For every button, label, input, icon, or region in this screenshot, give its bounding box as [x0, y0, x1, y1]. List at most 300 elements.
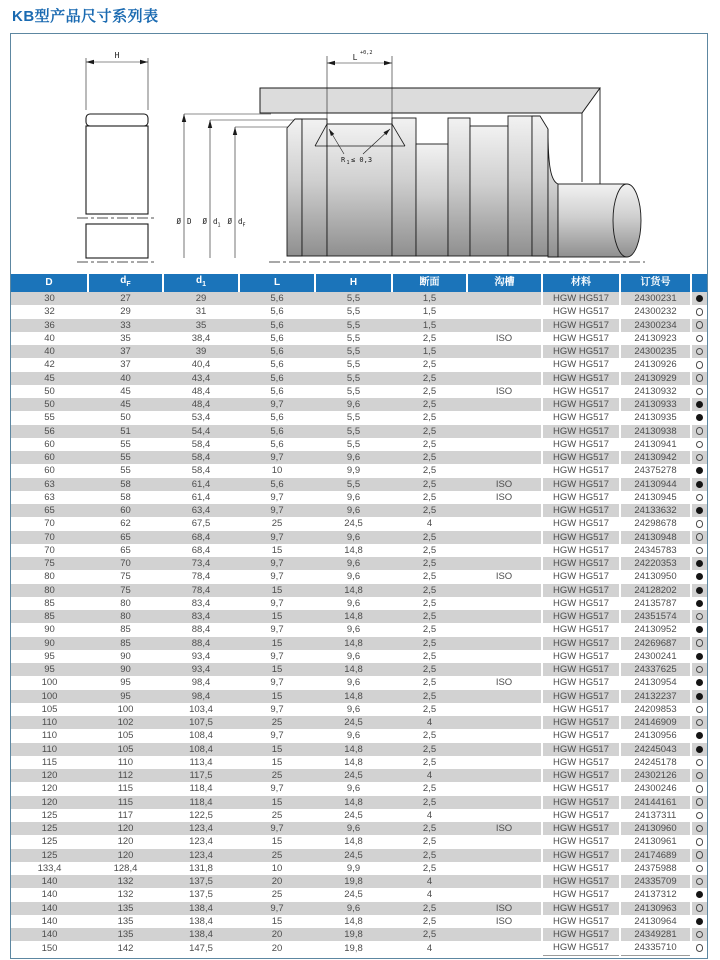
col-section: 2,5 [422, 849, 437, 861]
col-h: 5,5 [346, 319, 361, 331]
col-material: HGW HG517 [542, 782, 620, 795]
col-d: 42 [44, 359, 55, 371]
col-material: HGW HG517 [542, 862, 620, 875]
col-h: 9,6 [346, 703, 361, 715]
dia-df-symbol: Ø [227, 217, 232, 226]
col-section: 2,5 [422, 385, 437, 397]
col-l: 9,7 [270, 571, 284, 583]
shaft [287, 116, 641, 257]
col-section: 4 [426, 889, 433, 901]
col-section: 2,5 [422, 452, 437, 464]
col-df: 27 [120, 293, 131, 305]
l-dim-label: L [352, 53, 358, 62]
stock-open-icon [696, 851, 704, 859]
col-section: 2,5 [422, 597, 437, 609]
col-h: 9,6 [346, 783, 361, 795]
col-d1: 98,4 [191, 690, 211, 702]
col-l: 5,6 [270, 372, 284, 384]
col-l: 5,6 [270, 412, 284, 424]
col-df: 112 [117, 770, 134, 782]
header-col-section: 断面 [392, 274, 467, 292]
col-stock [691, 769, 707, 782]
col-df: 117 [117, 809, 134, 821]
col-h: 14,8 [344, 611, 363, 623]
col-groove: ISO [467, 385, 542, 398]
col-order-no: 24300234 [620, 319, 691, 332]
dia-d-symbol: Ø [176, 217, 181, 226]
col-d: 90 [44, 624, 55, 636]
dia-d-label: D [187, 217, 192, 226]
col-stock [691, 623, 707, 636]
col-order-no: 24209853 [620, 703, 691, 716]
col-groove [467, 372, 542, 385]
col-material: HGW HG517 [542, 835, 620, 848]
col-order-no: 24245178 [620, 756, 691, 769]
col-stock [691, 902, 707, 915]
col-df: 132 [117, 876, 134, 888]
col-l: 5,6 [270, 385, 284, 397]
col-section: 2,5 [422, 756, 437, 768]
col-d1: 48,4 [191, 385, 211, 397]
col-d: 40 [44, 332, 55, 344]
stock-open-icon [696, 547, 704, 555]
col-df: 135 [117, 902, 134, 914]
table-row [11, 425, 707, 438]
stock-open-icon [696, 639, 704, 647]
col-df: 75 [120, 584, 131, 596]
col-stock [691, 676, 707, 689]
table-row [11, 345, 707, 358]
col-section: 2,5 [422, 703, 437, 715]
col-groove [467, 650, 542, 663]
radius-condition: ≤ 0,3 [351, 156, 373, 164]
table-row [11, 703, 707, 716]
stock-open-icon [696, 825, 704, 833]
col-d: 120 [41, 796, 58, 808]
col-order-no: 24300241 [620, 650, 691, 663]
col-order-no: 24337625 [620, 663, 691, 676]
col-stock [691, 438, 707, 451]
col-l: 20 [271, 929, 283, 941]
col-d1: 108,4 [189, 743, 213, 755]
col-section: 2,5 [422, 677, 437, 689]
col-d: 65 [44, 505, 55, 517]
col-h: 14,8 [344, 637, 363, 649]
col-order-no: 24130935 [620, 411, 691, 424]
col-d: 100 [41, 690, 58, 702]
table-row [11, 743, 707, 756]
col-h: 5,5 [346, 412, 361, 424]
col-material: HGW HG517 [542, 332, 620, 345]
col-df: 128,4 [113, 862, 138, 874]
col-groove [467, 690, 542, 703]
col-h: 9,6 [346, 399, 361, 411]
col-order-no: 24351574 [620, 610, 691, 623]
col-groove [467, 716, 542, 729]
col-d: 133,4 [37, 862, 62, 874]
col-d: 110 [41, 743, 58, 755]
stock-open-icon [696, 865, 704, 873]
col-l: 15 [271, 743, 283, 755]
col-df: 120 [117, 836, 134, 848]
table-row [11, 531, 707, 544]
col-d1: 123,4 [189, 836, 213, 848]
col-order-no: 24130956 [620, 729, 691, 742]
col-stock [691, 411, 707, 424]
col-section: 2,5 [422, 531, 437, 543]
col-order-no: 24137311 [620, 809, 691, 822]
col-df: 85 [120, 624, 131, 636]
table-row [11, 676, 707, 689]
col-groove [467, 464, 542, 477]
col-material: HGW HG517 [542, 385, 620, 398]
col-h: 24,5 [344, 770, 363, 782]
col-d1: 83,4 [191, 611, 211, 623]
table-body [11, 292, 707, 955]
col-d1: 29 [195, 293, 207, 305]
dia-d1-sub: 1 [217, 222, 221, 229]
col-section: 2,5 [422, 438, 437, 450]
table-header [11, 274, 707, 292]
table-row [11, 729, 707, 742]
stock-filled-icon [696, 587, 703, 594]
stock-open-icon [696, 759, 704, 767]
col-section: 4 [426, 717, 433, 729]
stock-open-icon [696, 904, 704, 912]
col-d1: 38,4 [191, 332, 211, 344]
stock-open-icon [696, 441, 704, 449]
col-groove [467, 663, 542, 676]
col-df: 105 [117, 730, 134, 742]
col-l: 20 [271, 942, 283, 954]
col-l: 9,7 [270, 452, 284, 464]
col-d1: 39 [195, 346, 207, 358]
stock-open-icon [696, 838, 704, 846]
col-l: 9,7 [270, 531, 284, 543]
table-row [11, 358, 707, 371]
stock-open-icon [696, 388, 704, 396]
radius-sub: 1 [346, 160, 350, 166]
h-dim-label: H [114, 51, 120, 60]
col-stock [691, 372, 707, 385]
col-h: 9,9 [346, 862, 361, 874]
col-d: 50 [44, 385, 55, 397]
col-df: 142 [117, 942, 134, 954]
col-l: 15 [271, 637, 283, 649]
col-df: 120 [117, 849, 134, 861]
col-section: 1,5 [422, 346, 437, 358]
col-stock [691, 796, 707, 809]
col-section: 2,5 [422, 862, 437, 874]
col-material: HGW HG517 [542, 915, 620, 928]
col-l: 15 [271, 611, 283, 623]
table-row [11, 623, 707, 636]
stock-open-icon [696, 308, 704, 316]
col-l: 15 [271, 664, 283, 676]
technical-drawing [11, 34, 707, 274]
col-d: 105 [41, 703, 58, 715]
col-d1: 122,5 [189, 809, 213, 821]
col-df: 37 [120, 359, 131, 371]
col-groove [467, 319, 542, 332]
col-d: 125 [41, 823, 58, 835]
col-material: HGW HG517 [542, 637, 620, 650]
col-d: 80 [44, 571, 55, 583]
col-section: 2,5 [422, 571, 437, 583]
col-stock [691, 690, 707, 703]
col-d1: 98,4 [191, 677, 211, 689]
col-d: 125 [41, 809, 58, 821]
header-col-groove: 沟槽 [467, 274, 542, 292]
col-l: 5,6 [270, 306, 284, 318]
col-groove [467, 835, 542, 848]
col-l: 25 [271, 809, 283, 821]
col-l: 9,7 [270, 902, 284, 914]
col-d1: 88,4 [191, 637, 211, 649]
col-section: 2,5 [422, 796, 437, 808]
col-section: 2,5 [422, 823, 437, 835]
col-l: 5,6 [270, 438, 284, 450]
col-order-no: 24130938 [620, 425, 691, 438]
col-stock [691, 319, 707, 332]
col-h: 9,6 [346, 452, 361, 464]
col-groove [467, 597, 542, 610]
col-d1: 63,4 [191, 505, 211, 517]
table-row [11, 610, 707, 623]
col-h: 9,6 [346, 531, 361, 543]
dia-df-sub: F [242, 222, 246, 229]
col-order-no: 24130960 [620, 822, 691, 835]
col-material: HGW HG517 [542, 809, 620, 822]
table-row [11, 902, 707, 915]
col-d1: 67,5 [191, 518, 211, 530]
col-order-no: 24298678 [620, 517, 691, 530]
dia-df-label: d [238, 217, 243, 226]
col-groove [467, 769, 542, 782]
col-h: 5,5 [346, 332, 361, 344]
col-h: 9,6 [346, 677, 361, 689]
col-h: 5,5 [346, 293, 361, 305]
col-stock [691, 703, 707, 716]
col-h: 9,6 [346, 571, 361, 583]
col-groove: ISO [467, 915, 542, 928]
col-d: 80 [44, 584, 55, 596]
col-d: 150 [41, 942, 58, 954]
col-l: 20 [271, 876, 283, 888]
table-row [11, 650, 707, 663]
col-section: 2,5 [422, 690, 437, 702]
table-row [11, 809, 707, 822]
col-order-no: 24269687 [620, 637, 691, 650]
dia-d1-symbol: Ø [202, 217, 207, 226]
stock-filled-icon [696, 573, 703, 580]
col-stock [691, 888, 707, 901]
col-d: 115 [41, 756, 58, 768]
stock-filled-icon [696, 746, 703, 753]
col-d1: 78,4 [191, 584, 211, 596]
col-section: 2,5 [422, 399, 437, 411]
col-l: 15 [271, 584, 283, 596]
col-section: 2,5 [422, 544, 437, 556]
col-d1: 107,5 [189, 717, 213, 729]
col-groove [467, 875, 542, 888]
col-section: 2,5 [422, 611, 437, 623]
col-stock [691, 716, 707, 729]
col-groove [467, 504, 542, 517]
col-material: HGW HG517 [542, 690, 620, 703]
col-stock [691, 517, 707, 530]
stock-open-icon [696, 494, 704, 502]
stock-open-icon [696, 772, 704, 780]
col-section: 1,5 [422, 306, 437, 318]
col-h: 24,5 [344, 849, 363, 861]
col-groove [467, 941, 542, 955]
col-stock [691, 650, 707, 663]
col-stock [691, 425, 707, 438]
col-d: 110 [41, 730, 58, 742]
col-material: HGW HG517 [542, 372, 620, 385]
content-frame [10, 33, 708, 959]
col-d1: 113,4 [189, 756, 213, 768]
col-material: HGW HG517 [542, 531, 620, 544]
table-row [11, 690, 707, 703]
col-h: 14,8 [344, 584, 363, 596]
col-section: 2,5 [422, 915, 437, 927]
col-l: 25 [271, 849, 283, 861]
col-l: 10 [271, 465, 283, 477]
col-df: 135 [117, 915, 134, 927]
col-h: 24,5 [344, 518, 363, 530]
col-section: 2,5 [422, 783, 437, 795]
col-material: HGW HG517 [542, 623, 620, 636]
col-l: 15 [271, 544, 283, 556]
table-row [11, 928, 707, 941]
table-row [11, 544, 707, 557]
col-d: 140 [41, 902, 58, 914]
col-material: HGW HG517 [542, 729, 620, 742]
col-df: 45 [120, 399, 131, 411]
table-row [11, 332, 707, 345]
col-material: HGW HG517 [542, 451, 620, 464]
col-l: 15 [271, 756, 283, 768]
col-d: 125 [41, 849, 58, 861]
col-section: 2,5 [422, 743, 437, 755]
col-d1: 93,4 [191, 664, 211, 676]
col-d1: 118,4 [189, 783, 213, 795]
col-h: 14,8 [344, 915, 363, 927]
col-groove [467, 637, 542, 650]
col-material: HGW HG517 [542, 650, 620, 663]
col-order-no: 24335710 [620, 941, 691, 955]
table-row [11, 915, 707, 928]
col-d1: 131,8 [189, 862, 213, 874]
col-d: 40 [44, 346, 55, 358]
col-section: 2,5 [422, 929, 437, 941]
col-section: 2,5 [422, 584, 437, 596]
col-df: 50 [120, 412, 131, 424]
col-groove [467, 862, 542, 875]
col-section: 2,5 [422, 624, 437, 636]
col-material: HGW HG517 [542, 398, 620, 411]
col-df: 132 [117, 889, 134, 901]
col-d: 32 [44, 306, 55, 318]
col-stock [691, 782, 707, 795]
col-material: HGW HG517 [542, 425, 620, 438]
col-d1: 138,4 [189, 902, 213, 914]
stock-open-icon [696, 348, 704, 356]
col-groove [467, 531, 542, 544]
col-d1: 61,4 [191, 478, 211, 490]
table-row [11, 597, 707, 610]
col-df: 120 [117, 823, 134, 835]
col-section: 4 [426, 876, 433, 888]
stock-open-icon [696, 613, 704, 621]
stock-open-icon [696, 520, 704, 528]
col-material: HGW HG517 [542, 703, 620, 716]
col-d: 55 [44, 412, 55, 424]
header-col-material: 材料 [542, 274, 620, 292]
col-d: 140 [41, 876, 58, 888]
col-d: 70 [44, 531, 55, 543]
col-h: 9,6 [346, 597, 361, 609]
col-d: 90 [44, 637, 55, 649]
col-l: 25 [271, 518, 283, 530]
col-h: 5,5 [346, 438, 361, 450]
col-groove: ISO [467, 822, 542, 835]
col-d1: 118,4 [189, 796, 213, 808]
col-material: HGW HG517 [542, 676, 620, 689]
table-row [11, 557, 707, 570]
table-row [11, 438, 707, 451]
table-row [11, 782, 707, 795]
stock-filled-icon [696, 679, 703, 686]
col-d: 56 [44, 425, 55, 437]
col-section: 2,5 [422, 637, 437, 649]
col-d: 30 [44, 293, 55, 305]
col-order-no: 24130950 [620, 570, 691, 583]
col-groove [467, 305, 542, 318]
col-l: 5,6 [270, 319, 284, 331]
col-material: HGW HG517 [542, 557, 620, 570]
col-stock [691, 928, 707, 941]
col-df: 55 [120, 452, 131, 464]
col-material: HGW HG517 [542, 478, 620, 491]
stock-open-icon [696, 944, 704, 952]
col-stock [691, 570, 707, 583]
col-stock [691, 451, 707, 464]
col-d1: 58,4 [191, 465, 211, 477]
col-material: HGW HG517 [542, 888, 620, 901]
col-stock [691, 729, 707, 742]
col-section: 4 [426, 770, 433, 782]
col-groove: ISO [467, 676, 542, 689]
col-df: 90 [120, 664, 131, 676]
col-l: 9,7 [270, 399, 284, 411]
col-d: 60 [44, 452, 55, 464]
col-df: 102 [117, 717, 134, 729]
col-material: HGW HG517 [542, 902, 620, 915]
header-col-l: L [239, 274, 315, 292]
col-d1: 137,5 [189, 889, 213, 901]
col-d1: 138,4 [189, 915, 213, 927]
col-material: HGW HG517 [542, 941, 620, 955]
table-row [11, 663, 707, 676]
col-d1: 35 [195, 319, 207, 331]
col-stock [691, 292, 707, 305]
radius-label: R [341, 156, 346, 164]
col-d1: 61,4 [191, 491, 211, 503]
col-df: 95 [120, 677, 131, 689]
